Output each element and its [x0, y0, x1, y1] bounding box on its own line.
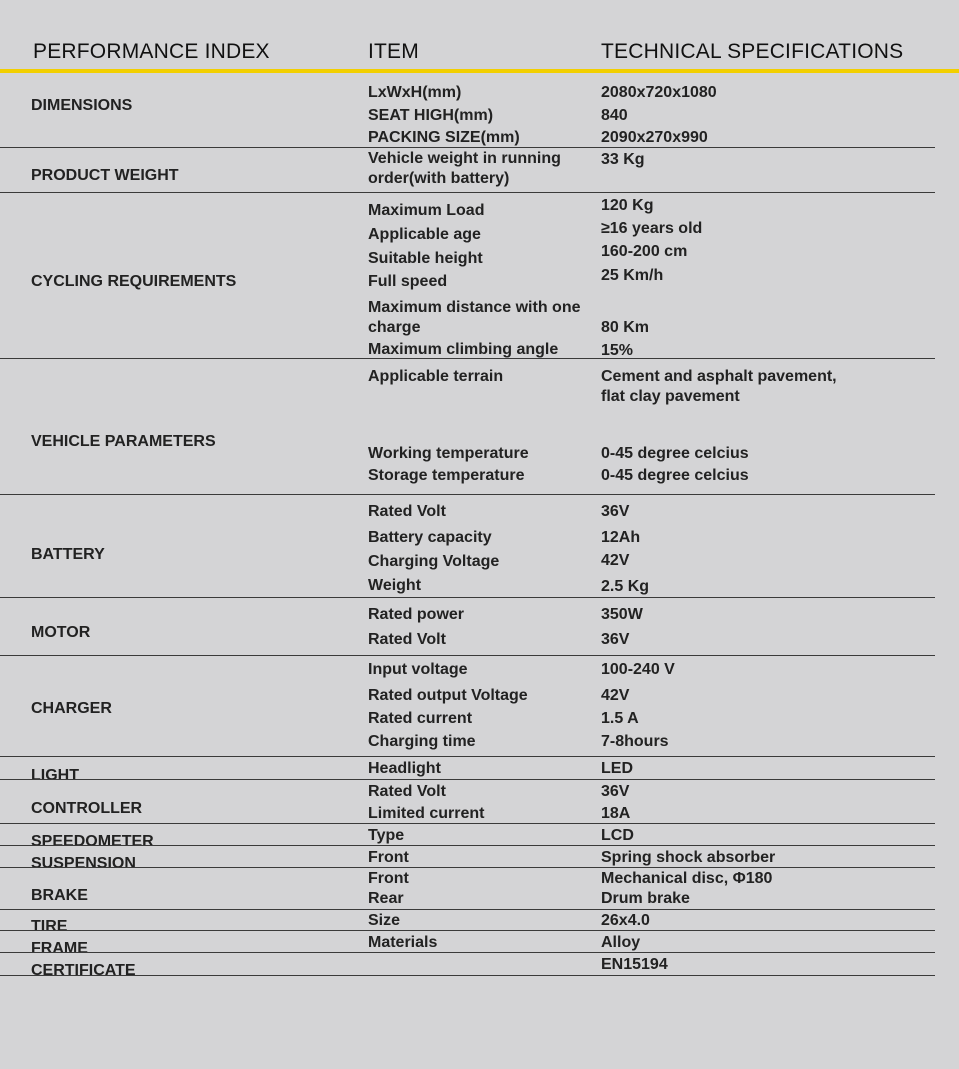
- spec-item: Materials: [368, 934, 438, 951]
- spec-value: 25 Km/h: [601, 267, 664, 284]
- spec-item: Full speed: [368, 273, 448, 290]
- spec-value: Cement and asphalt pavement, flat clay pavement: [601, 368, 837, 405]
- spec-value: 1.5 A: [601, 710, 639, 727]
- header-item: ITEM: [368, 40, 419, 63]
- spec-item: Charging time: [368, 733, 476, 750]
- spec-item: Rated output Voltage: [368, 687, 528, 704]
- spec-value: 33 Kg: [601, 151, 645, 168]
- spec-value: 350W: [601, 606, 643, 623]
- spec-value: 0-45 degree celcius: [601, 445, 749, 462]
- spec-item: Working temperature: [368, 445, 529, 462]
- spec-value: 42V: [601, 552, 630, 569]
- spec-value: 18A: [601, 805, 631, 822]
- header-accent-line: [0, 69, 959, 73]
- spec-item: Storage temperature: [368, 467, 525, 484]
- spec-item: Charging Voltage: [368, 553, 500, 570]
- category-label: TIRE: [31, 918, 68, 935]
- spec-value: 2.5 Kg: [601, 578, 650, 595]
- category-label: LIGHT: [31, 767, 79, 784]
- spec-value: 160-200 cm: [601, 243, 688, 260]
- spec-value: 7-8hours: [601, 733, 669, 750]
- spec-item: Rated power: [368, 606, 465, 623]
- spec-value: 26x4.0: [601, 912, 650, 929]
- spec-item: Size: [368, 912, 401, 929]
- category-label: FRAME: [31, 940, 88, 957]
- spec-item: Weight: [368, 577, 422, 594]
- spec-value: ≥16 years old: [601, 220, 703, 237]
- category-label: BRAKE: [31, 887, 88, 904]
- spec-value: 36V: [601, 631, 630, 648]
- spec-item: Applicable terrain: [368, 368, 504, 385]
- spec-item: LxWxH(mm): [368, 84, 462, 101]
- spec-value: 120 Kg: [601, 197, 654, 214]
- category-label: DIMENSIONS: [31, 97, 133, 114]
- spec-item: Limited current: [368, 805, 485, 822]
- category-label: SPEEDOMETER: [31, 833, 154, 850]
- spec-value: 42V: [601, 687, 630, 704]
- spec-item: Applicable age: [368, 226, 481, 243]
- spec-value: 0-45 degree celcius: [601, 467, 749, 484]
- spec-value: LED: [601, 760, 633, 777]
- category-label: PRODUCT WEIGHT: [31, 167, 179, 184]
- spec-item: Rated Volt: [368, 503, 446, 520]
- spec-item: Type: [368, 827, 405, 844]
- spec-value: Alloy: [601, 934, 641, 951]
- spec-item: Suitable height: [368, 250, 483, 267]
- category-label: CHARGER: [31, 700, 112, 717]
- category-label: CYCLING REQUIREMENTS: [31, 273, 237, 290]
- spec-value: 15%: [601, 342, 634, 359]
- spec-item: PACKING SIZE(mm): [368, 129, 520, 146]
- category-label: MOTOR: [31, 624, 91, 641]
- spec-value: 36V: [601, 783, 630, 800]
- spec-item: Vehicle weight in running order(with battery): [368, 150, 561, 187]
- spec-value: 2080x720x1080: [601, 84, 717, 101]
- spec-value: 80 Km: [601, 319, 650, 336]
- spec-value: Mechanical disc, Φ180: [601, 870, 773, 887]
- header-performance-index: PERFORMANCE INDEX: [33, 40, 270, 63]
- spec-value: 840: [601, 107, 628, 124]
- spec-item: Maximum distance with one charge: [368, 299, 581, 336]
- category-label: VEHICLE PARAMETERS: [31, 433, 216, 450]
- spec-value: 2090x270x990: [601, 129, 708, 146]
- spec-value: 12Ah: [601, 529, 641, 546]
- spec-item: Input voltage: [368, 661, 468, 678]
- spec-item: SEAT HIGH(mm): [368, 107, 494, 124]
- spec-item: Battery capacity: [368, 529, 492, 546]
- spec-value: LCD: [601, 827, 634, 844]
- spec-item: Rated Volt: [368, 783, 446, 800]
- category-label: CERTIFICATE: [31, 962, 136, 979]
- spec-item: Rated Volt: [368, 631, 446, 648]
- category-label: CONTROLLER: [31, 800, 143, 817]
- spec-value: 36V: [601, 503, 630, 520]
- spec-item: Front: [368, 870, 409, 887]
- spec-item: Rated current: [368, 710, 473, 727]
- spec-item: Rear: [368, 890, 404, 907]
- category-label: SUSPENSION: [31, 855, 136, 872]
- spec-item: Maximum Load: [368, 202, 485, 219]
- spec-item: Front: [368, 849, 409, 866]
- spec-item: Maximum climbing angle: [368, 341, 559, 358]
- spec-value: Spring shock absorber: [601, 849, 776, 866]
- spec-value: 100-240 V: [601, 661, 675, 678]
- header-technical-specifications: TECHNICAL SPECIFICATIONS: [601, 40, 904, 63]
- spec-item: Headlight: [368, 760, 441, 777]
- spec-value: Drum brake: [601, 890, 690, 907]
- spec-value: EN15194: [601, 956, 668, 973]
- category-label: BATTERY: [31, 546, 105, 563]
